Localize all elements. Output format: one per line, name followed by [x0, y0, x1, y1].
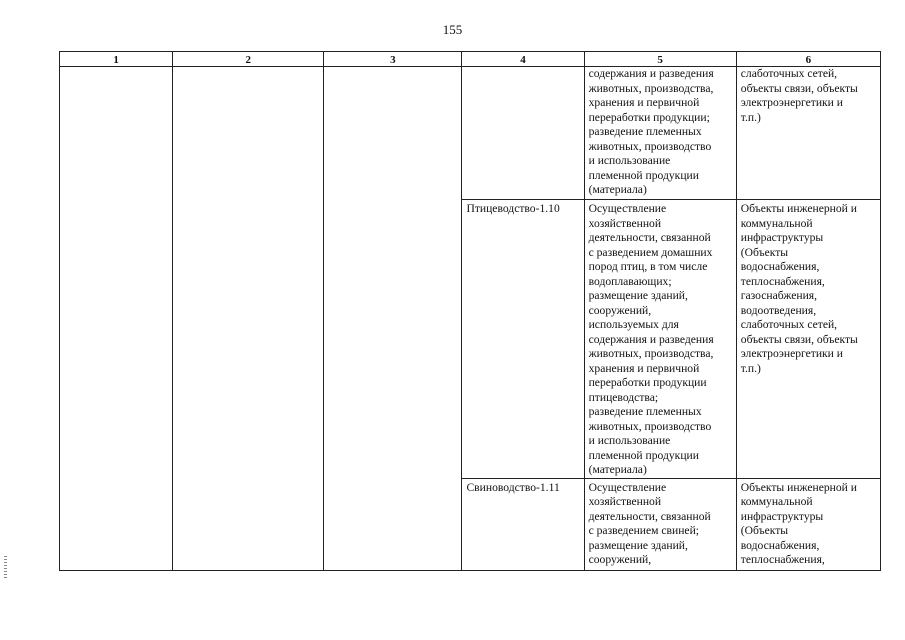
column-header-4: 4: [462, 52, 584, 67]
description-line: размещение зданий,: [588, 289, 688, 302]
infrastructure-line: слаботочных сетей,: [740, 67, 838, 80]
infrastructure-line: объекты связи, объекты: [740, 332, 858, 346]
description-line: хранения и первичной: [588, 361, 700, 375]
infrastructure-line: водоотведения,: [740, 303, 817, 317]
description-line: животных, производство: [588, 139, 712, 153]
cell-col3: [324, 67, 462, 571]
description-line: сооружений,: [588, 553, 652, 566]
description-line: содержания и разведения: [588, 332, 714, 346]
description-line: животных, производство: [588, 419, 712, 433]
infrastructure-line: теплоснабжения,: [740, 553, 825, 566]
description-line: используемых для: [588, 318, 679, 331]
cell-usage-type: Птицеводство-1.10: [462, 200, 584, 479]
column-header-5: 5: [584, 52, 736, 67]
description-line: племенной продукции: [588, 168, 699, 182]
description-line: с разведением свиней;: [588, 524, 699, 537]
description-line: с разведением домашних: [588, 245, 713, 259]
infrastructure-line: Объекты инженерной и: [740, 202, 857, 215]
column-header-1: 1: [60, 52, 173, 67]
description-line: разведение племенных: [588, 405, 702, 418]
description-line: хозяйственной: [588, 216, 662, 230]
infrastructure-line: теплоснабжения,: [740, 274, 825, 288]
description-line: размещение зданий,: [588, 538, 688, 552]
infrastructure-line: инфраструктуры: [740, 231, 824, 244]
infrastructure-line: коммунальной: [740, 216, 813, 230]
description-line: хранения и первичной: [588, 96, 700, 109]
scan-margin-mark: [4, 556, 7, 578]
table-row: [60, 67, 881, 200]
infrastructure-line: т.п.): [740, 110, 761, 124]
description-line: животных, производства,: [588, 81, 714, 95]
infrastructure-line: (Объекты: [740, 524, 789, 537]
description-line: и использование: [588, 434, 671, 447]
infrastructure-line: Объекты инженерной и: [740, 480, 857, 494]
cell-infrastructure: [736, 67, 880, 200]
description-line: переработки продукции: [588, 376, 707, 389]
infrastructure-line: т.п.): [740, 361, 761, 375]
cell-usage-type: Свиноводство-1.11: [462, 478, 584, 570]
cell-description: [584, 67, 736, 200]
description-line: деятельности, связанной: [588, 509, 711, 523]
cell-infrastructure: [736, 478, 880, 570]
description-line: переработки продукции;: [588, 110, 710, 124]
description-line: и использование: [588, 154, 671, 167]
description-line: пород птиц, в том числе: [588, 260, 708, 273]
description-line: птицеводства;: [588, 390, 659, 404]
infrastructure-line: слаботочных сетей,: [740, 318, 838, 331]
description-line: деятельности, связанной: [588, 231, 711, 244]
infrastructure-line: газоснабжения,: [740, 289, 818, 302]
infrastructure-line: инфраструктуры: [740, 509, 824, 523]
description-line: Осуществление: [588, 202, 667, 215]
cell-col1: [60, 67, 173, 571]
description-line: племенной продукции: [588, 448, 699, 462]
description-line: водоплавающих;: [588, 274, 672, 288]
cell-description: [584, 200, 736, 479]
infrastructure-line: (Объекты: [740, 245, 789, 259]
infrastructure-line: водоснабжения,: [740, 260, 820, 273]
column-header-3: 3: [324, 52, 462, 67]
description-line: разведение племенных: [588, 125, 702, 138]
description-line: Осуществление: [588, 480, 667, 494]
description-line: сооружений,: [588, 303, 652, 317]
column-header-2: 2: [173, 52, 324, 67]
infrastructure-line: электроэнергетики и: [740, 96, 843, 109]
column-header-6: 6: [736, 52, 880, 67]
cell-infrastructure: [736, 200, 880, 479]
infrastructure-line: электроэнергетики и: [740, 347, 843, 360]
table-header-row: [60, 52, 881, 67]
description-line: (материала): [588, 463, 647, 476]
cell-col2: [173, 67, 324, 571]
infrastructure-line: коммунальной: [740, 495, 813, 508]
description-line: хозяйственной: [588, 495, 662, 508]
cell-description: [584, 478, 736, 570]
infrastructure-line: водоснабжения,: [740, 538, 820, 552]
description-line: содержания и разведения: [588, 67, 714, 80]
description-line: животных, производства,: [588, 347, 714, 360]
description-line: (материала): [588, 183, 647, 196]
infrastructure-line: объекты связи, объекты: [740, 81, 858, 95]
land-use-table: [59, 51, 881, 571]
page-number: 155: [442, 22, 463, 37]
cell-usage-type: [462, 67, 584, 200]
